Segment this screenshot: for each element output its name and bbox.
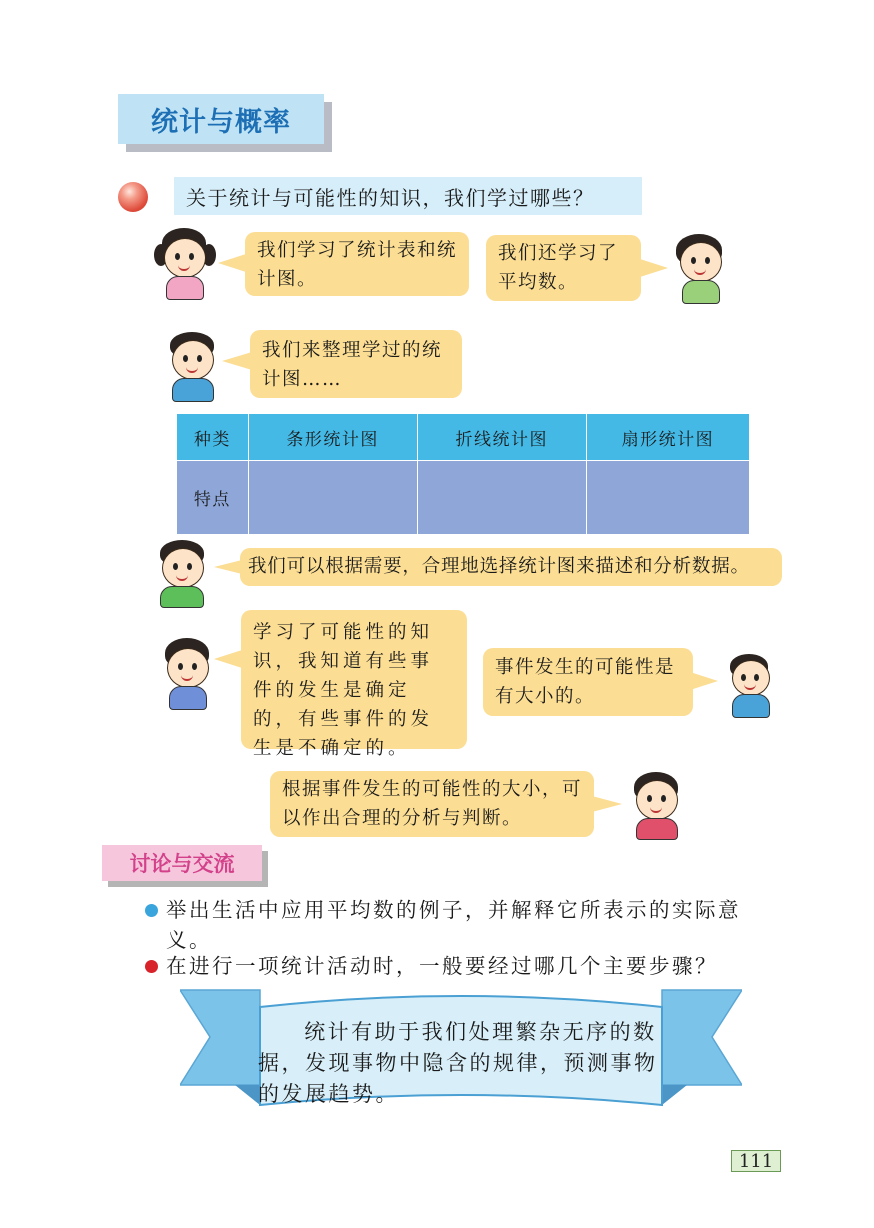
section-title: 统计与概率 bbox=[118, 94, 324, 144]
bubble-tail bbox=[690, 672, 718, 690]
table-cell bbox=[586, 461, 749, 535]
bubble-tail bbox=[214, 650, 242, 668]
table-header-row bbox=[177, 414, 750, 461]
speech-bubble-6: 事件发生的可能性是有大小的。 bbox=[483, 648, 693, 716]
boy-character-icon bbox=[160, 330, 230, 402]
girl-character-icon bbox=[155, 636, 225, 710]
speech-bubble-3: 我们来整理学过的统计图…… bbox=[250, 330, 462, 398]
table-cell bbox=[417, 461, 586, 535]
girl-character-icon bbox=[152, 226, 222, 300]
table-header-cell: 条形统计图 bbox=[248, 414, 417, 461]
blue-bullet-icon bbox=[145, 904, 158, 917]
red-ball-icon bbox=[118, 182, 148, 212]
bubble-tail bbox=[218, 254, 246, 272]
table-header-cell: 种类 bbox=[177, 414, 249, 461]
bubble-tail bbox=[214, 560, 242, 574]
girl-character-icon bbox=[668, 232, 734, 304]
boy-character-icon bbox=[150, 538, 216, 608]
speech-bubble-5: 学习了可能性的知识，我知道有些事件的发生是确定的，有些事件的发生是不确定的。 bbox=[241, 610, 467, 749]
table-header-cell: 扇形统计图 bbox=[586, 414, 749, 461]
red-bullet-icon bbox=[145, 960, 158, 973]
girl-character-icon bbox=[624, 770, 690, 840]
table-row-label: 特点 bbox=[177, 461, 249, 535]
bubble-tail bbox=[222, 352, 252, 370]
discussion-item-2: 在进行一项统计活动时，一般要经过哪几个主要步骤？ bbox=[166, 954, 718, 978]
banner-text: 统计有助于我们处理繁杂无序的数据，发现事物中隐含的规律，预测事物的发展趋势。 bbox=[258, 1020, 658, 1106]
discussion-item-1: 举出生活中应用平均数的例子，并解释它所表示的实际意义。 bbox=[166, 898, 741, 952]
speech-bubble-2: 我们还学习了平均数。 bbox=[486, 235, 641, 301]
bubble-tail bbox=[592, 796, 622, 812]
speech-bubble-7: 根据事件发生的可能性的大小，可以作出合理的分析与判断。 bbox=[270, 771, 594, 837]
table-header-cell: 折线统计图 bbox=[417, 414, 586, 461]
speech-bubble-1: 我们学习了统计表和统计图。 bbox=[245, 232, 469, 296]
table-row bbox=[177, 461, 750, 535]
question-banner: 关于统计与可能性的知识，我们学过哪些？ bbox=[174, 177, 642, 215]
bubble-tail bbox=[640, 259, 668, 277]
table-cell bbox=[248, 461, 417, 535]
speech-bubble-4: 我们可以根据需要，合理地选择统计图来描述和分析数据。 bbox=[240, 548, 782, 586]
discussion-title: 讨论与交流 bbox=[102, 845, 262, 881]
page-number: 111 bbox=[731, 1150, 781, 1172]
boy-character-icon bbox=[726, 652, 776, 718]
chart-types-table bbox=[176, 413, 750, 535]
